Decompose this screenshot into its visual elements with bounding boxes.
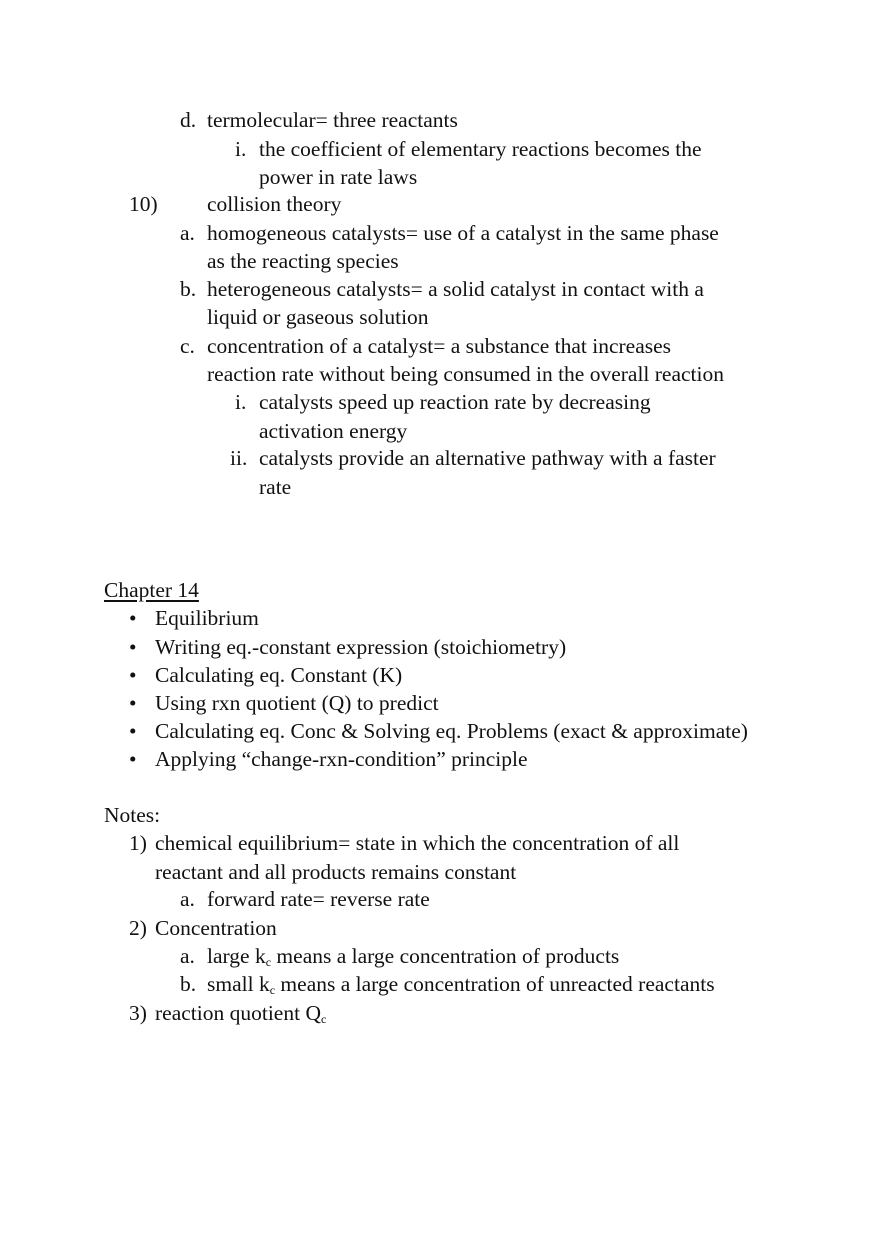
bullet-icon: •: [129, 663, 137, 687]
outline-item-coefficient-cont: power in rate laws: [259, 165, 418, 189]
note-item-forward-rate: forward rate= reverse rate: [207, 887, 430, 911]
list-marker: 2): [129, 916, 147, 940]
list-marker: i.: [235, 137, 247, 161]
bullet-icon: •: [129, 606, 137, 630]
list-marker: 1): [129, 831, 147, 855]
outline-item-catalyst-concentration-cont: reaction rate without being consumed in the overall reaction: [207, 362, 725, 386]
list-marker: c.: [180, 334, 195, 358]
bullet-icon: •: [129, 635, 137, 659]
outline-item-speed-up: catalysts speed up reaction rate by decreasing: [259, 390, 651, 414]
list-marker: 3): [129, 1001, 147, 1025]
list-marker: i.: [235, 390, 247, 414]
bullet-icon: •: [129, 691, 137, 715]
note-item-large-kc: large $k_c$ means a large concentration of products: [207, 944, 620, 969]
list-marker: a.: [180, 221, 195, 245]
bullet-item: Using rxn quotient (Q) to predict: [155, 691, 439, 715]
note-item-small-kc: small $k_c$ means a large concentration of unreacted reactants: [207, 972, 715, 997]
list-marker: a.: [180, 944, 195, 968]
outline-item-termolecular: termolecular= three reactants: [207, 108, 458, 132]
notes-heading: Notes:: [104, 803, 161, 827]
note-item-concentration: Concentration: [155, 916, 277, 940]
list-marker: b.: [180, 277, 197, 301]
list-marker: d.: [180, 108, 197, 132]
outline-item-heterogeneous: heterogeneous catalysts= a solid catalyst in contact with a: [207, 277, 704, 301]
bullet-item: Calculating eq. Conc & Solving eq. Problems (exact & approximate): [155, 719, 748, 743]
bullet-item: Equilibrium: [155, 606, 259, 630]
list-marker: 10): [129, 192, 158, 216]
list-marker: ii.: [230, 446, 248, 470]
bullet-item: Writing eq.-constant expression (stoichiometry): [155, 635, 567, 659]
list-marker: a.: [180, 887, 195, 911]
note-item-equilibrium: chemical equilibrium= state in which the concentration of all: [155, 831, 680, 855]
outline-item-heterogeneous-cont: liquid or gaseous solution: [207, 305, 429, 329]
bullet-icon: •: [129, 719, 137, 743]
outline-item-alternative-pathway-cont: rate: [259, 475, 292, 499]
outline-item-collision-theory: collision theory: [207, 192, 342, 216]
outline-item-homogeneous: homogeneous catalysts= use of a catalyst in the same phase: [207, 221, 719, 245]
note-item-reaction-quotient: reaction quotient $Q_c$: [155, 1001, 327, 1026]
bullet-item: Applying “change-rxn-condition” principle: [155, 747, 528, 771]
bullet-item: Calculating eq. Constant (K): [155, 663, 403, 687]
bullet-icon: •: [129, 747, 137, 771]
outline-item-coefficient: the coefficient of elementary reactions becomes the: [259, 137, 702, 161]
outline-item-alternative-pathway: catalysts provide an alternative pathway with a faster: [259, 446, 716, 470]
outline-item-catalyst-concentration: concentration of a catalyst= a substance that increases: [207, 334, 672, 358]
chapter-heading: Chapter 14: [104, 578, 199, 602]
outline-item-homogeneous-cont: as the reacting species: [207, 249, 399, 273]
note-item-equilibrium-cont: reactant and all products remains constant: [155, 860, 517, 884]
outline-item-speed-up-cont: activation energy: [259, 419, 408, 443]
list-marker: b.: [180, 972, 197, 996]
